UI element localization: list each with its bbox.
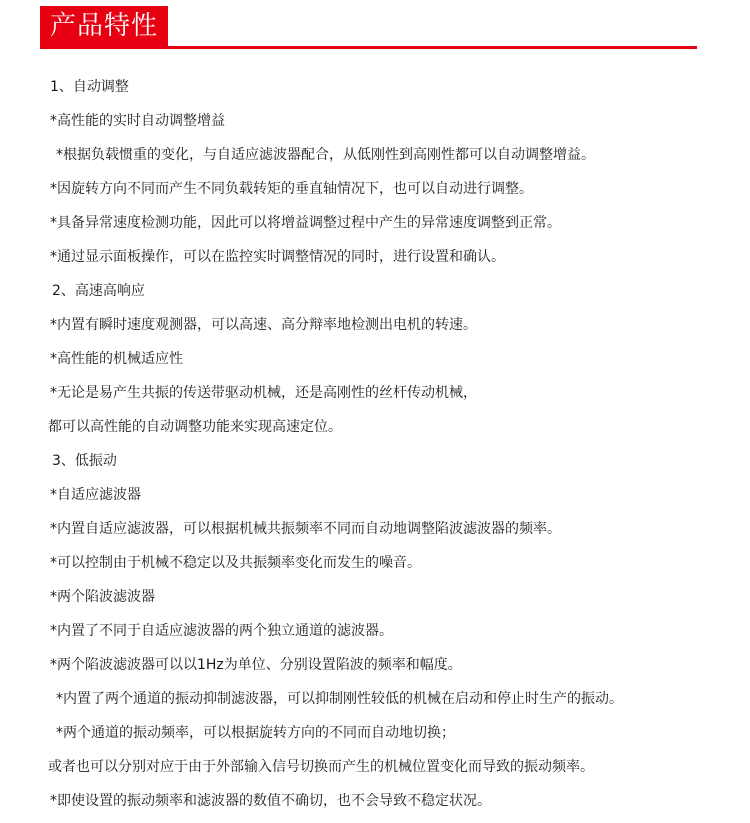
feature-line: *两个陷波滤波器可以以1Hz为单位、分别设置陷波的频率和幅度。 <box>50 657 462 673</box>
feature-line: *两个陷波滤波器 <box>50 589 155 605</box>
feature-line: *自适应滤波器 <box>50 487 141 503</box>
feature-line: *无论是易产生共振的传送带驱动机械，还是高刚性的丝杆传动机械， <box>50 385 477 401</box>
feature-list <box>50 74 740 822</box>
feature-line: *具备异常速度检测功能，因此可以将增益调整过程中产生的异常速度调整到正常。 <box>50 215 561 231</box>
section-title: 产品特性 <box>40 6 168 46</box>
feature-line: *两个通道的振动频率，可以根据旋转方向的不同而自动地切换； <box>56 725 455 741</box>
feature-line: *内置有瞬时速度观测器，可以高速、高分辩率地检测出电机的转速。 <box>50 317 477 333</box>
feature-line: *根据负载惯重的变化，与自适应滤波器配合，从低刚性到高刚性都可以自动调整增益。 <box>56 147 595 163</box>
section-header <box>40 6 697 50</box>
feature-line: *内置自适应滤波器，可以根据机械共振频率不同而自动地调整陷波滤波器的频率。 <box>50 521 561 537</box>
feature-line: *因旋转方向不同而产生不同负载转矩的垂直轴情况下，也可以自动进行调整。 <box>50 181 533 197</box>
feature-line: *通过显示面板操作，可以在监控实时调整情况的同时，进行设置和确认。 <box>50 249 505 265</box>
feature-line: *即使设置的振动频率和滤波器的数值不确切，也不会导致不稳定状况。 <box>50 793 491 809</box>
feature-line: *可以控制由于机械不稳定以及共振频率变化而发生的噪音。 <box>50 555 421 571</box>
feature-line: *高性能的实时自动调整增益 <box>50 113 225 129</box>
section-heading-low-vibration: 3、低振动 <box>52 453 117 469</box>
feature-line: *高性能的机械适应性 <box>50 351 183 367</box>
feature-line: *内置了两个通道的振动抑制滤波器，可以抑制刚性较低的机械在启动和停止时生产的振动。 <box>56 691 623 707</box>
section-heading-high-speed: 2、高速高响应 <box>52 283 145 299</box>
section-heading-auto-tuning: 1、自动调整 <box>50 79 129 95</box>
feature-line: 或者也可以分别对应于由于外部输入信号切换而产生的机械位置变化而导致的振动频率。 <box>48 759 594 775</box>
feature-line: 都可以高性能的自动调整功能来实现高速定位。 <box>48 419 342 435</box>
title-divider <box>40 46 697 49</box>
feature-line: *内置了不同于自适应滤波器的两个独立通道的滤波器。 <box>50 623 393 639</box>
